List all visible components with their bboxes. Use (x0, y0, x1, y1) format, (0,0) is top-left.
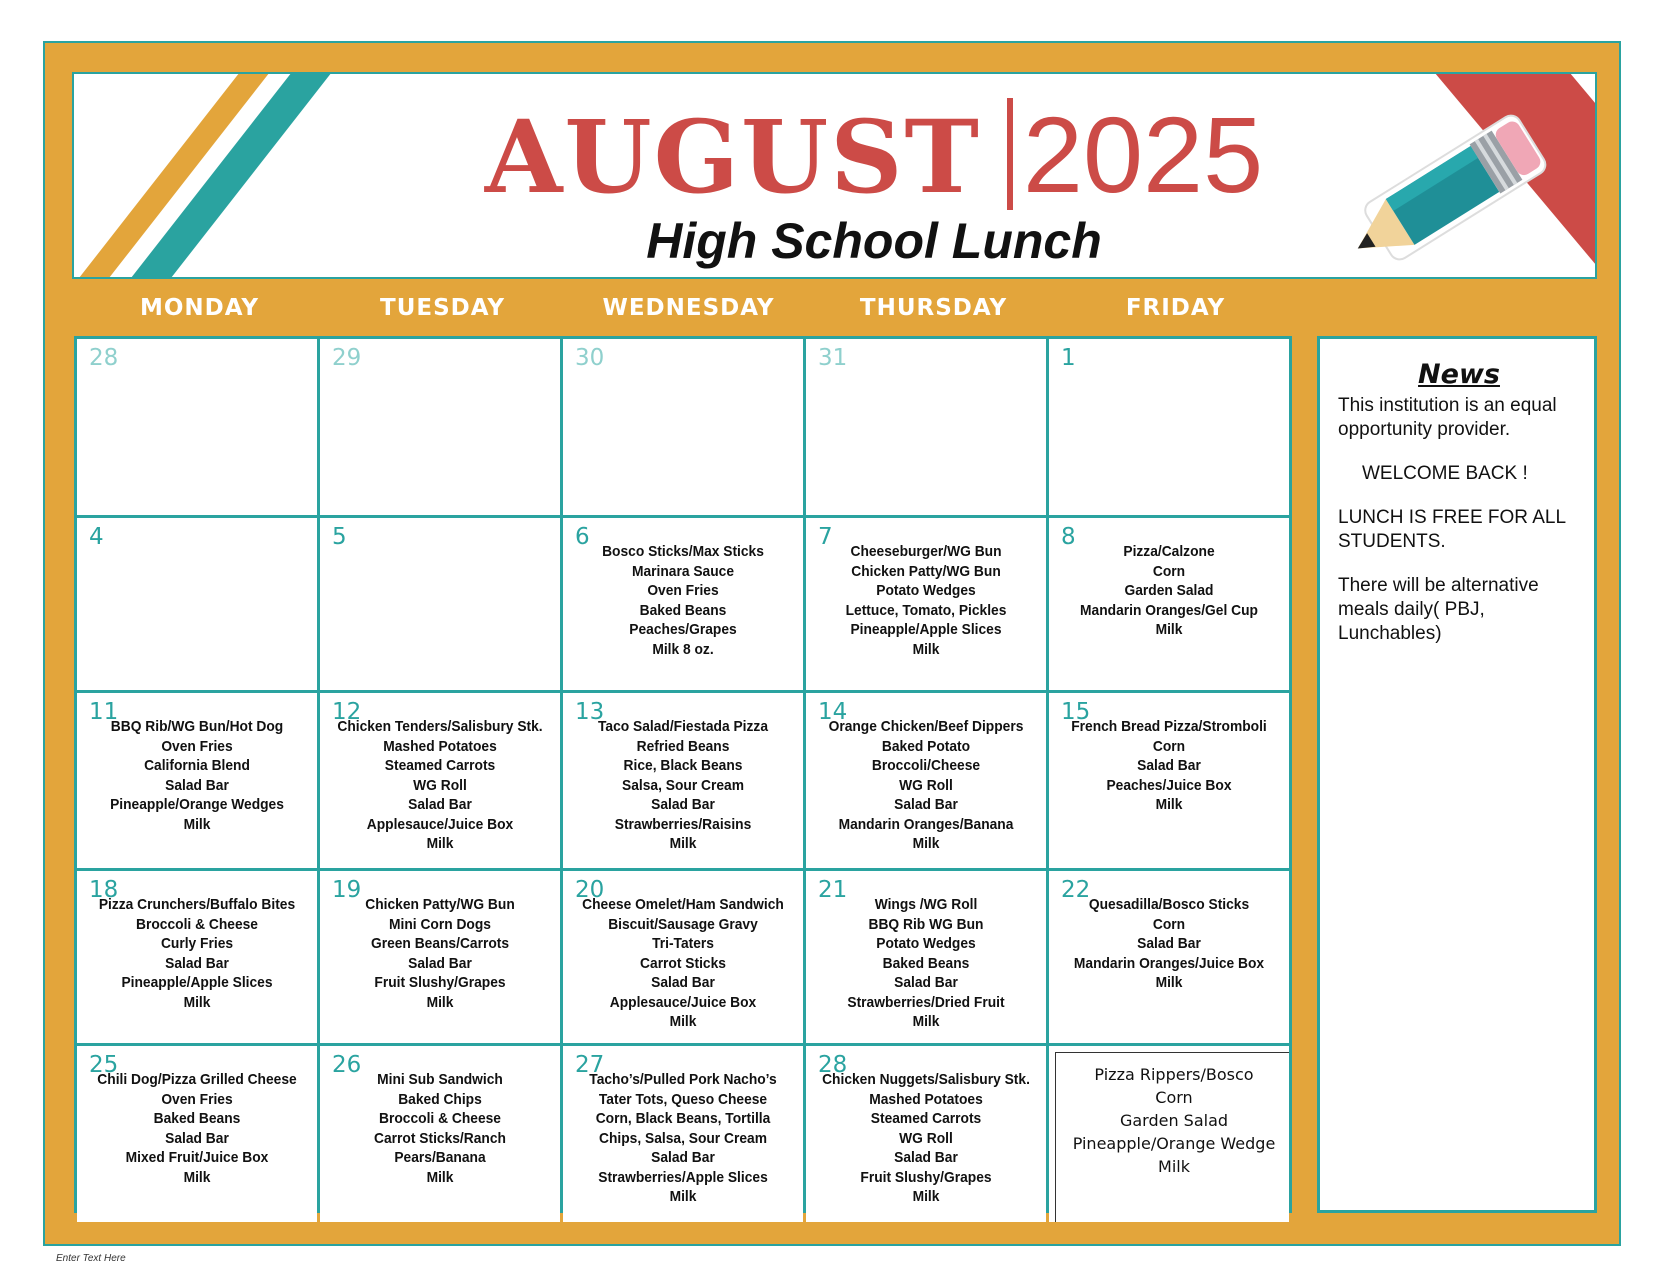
menu-item: Baked Potato (881, 737, 971, 755)
menu-item: Broccoli & Cheese (136, 915, 258, 933)
menu-item: Milk (426, 993, 454, 1011)
menu-item: Broccoli/Cheese (871, 757, 981, 774)
menu-list (816, 895, 1037, 1032)
menu-item: Milk (1155, 621, 1183, 638)
menu-item: Chicken Nuggets/Salisbury Stk. (822, 1071, 1030, 1088)
news-equal-opportunity: This institution is an equal opportunity provider. (1338, 395, 1557, 440)
menu-item: Pizza Crunchers/Buffalo Bites (98, 896, 296, 913)
day-cell (320, 871, 560, 1043)
menu-item: Applesauce/Juice Box (609, 993, 757, 1011)
day-number: 13 (575, 699, 605, 725)
day-number: 19 (332, 877, 362, 903)
menu-item: Steamed Carrots (384, 757, 496, 774)
menu-item: Quesadilla/Bosco Sticks (1088, 896, 1250, 913)
day-cell (1049, 693, 1289, 868)
menu-item: Milk (183, 993, 211, 1011)
menu-item: Salad Bar (408, 954, 472, 972)
day-number: 25 (89, 1052, 119, 1078)
menu-item: Garden Salad (1124, 582, 1214, 599)
menu-item: Oven Fries (161, 1090, 233, 1108)
day-cell (320, 339, 560, 515)
menu-item: Milk (1155, 796, 1183, 813)
menu-item: Salad Bar (165, 1129, 229, 1147)
menu-item: Mixed Fruit/Juice Box (125, 1149, 269, 1166)
day-number: 15 (1061, 699, 1091, 725)
menu-item: Baked Beans (639, 601, 727, 619)
day-number: 26 (332, 1052, 362, 1078)
day-number: 20 (575, 877, 605, 903)
menu-item: Broccoli & Cheese (379, 1110, 501, 1127)
day-number: 30 (575, 345, 605, 371)
menu-item: Green Beans/Carrots (370, 935, 510, 952)
menu-item: WG Roll (899, 1129, 953, 1147)
menu-item: Mandarin Oranges/Juice Box (1073, 954, 1265, 972)
menu-item: Pineapple/Orange Wedge (1072, 1134, 1276, 1153)
menu-item: Baked Beans (882, 954, 970, 972)
menu-item: Pizza/Calzone (1123, 543, 1215, 560)
day-cell (563, 1046, 803, 1222)
menu-list (330, 717, 551, 854)
menu-item: Milk (183, 1168, 211, 1186)
menu-item: Salsa, Sour Cream (622, 776, 744, 794)
menu-item: BBQ Rib WG Bun (868, 915, 984, 933)
menu-item: Peaches/Grapes (629, 621, 737, 638)
menu-list (816, 717, 1037, 854)
day-cell (806, 1046, 1046, 1222)
day-cell (1049, 518, 1289, 690)
footer-text: Enter Text Here (56, 1253, 126, 1264)
day-number: 29 (332, 345, 362, 371)
menu-item: Salad Bar (651, 974, 715, 991)
page-subtitle: High School Lunch (646, 213, 1102, 269)
day-cell (1049, 871, 1289, 1043)
menu-item: Peaches/Juice Box (1106, 776, 1232, 794)
menu-item: Salad Bar (165, 776, 229, 794)
title-year: 2025 (1022, 94, 1264, 215)
day-number: 4 (89, 524, 104, 550)
menu-item: Mashed Potatoes (383, 737, 497, 755)
day-cell (563, 518, 803, 690)
menu-list (816, 542, 1037, 659)
menu-list (573, 1070, 794, 1207)
menu-item: Milk (669, 1188, 697, 1205)
menu-item: Baked Beans (153, 1110, 241, 1127)
day-cell (1049, 1046, 1289, 1222)
day-cell (320, 518, 560, 690)
menu-item: Corn (1155, 1088, 1193, 1107)
menu-item: French Bread Pizza/Stromboli (1071, 718, 1267, 735)
day-cell (77, 693, 317, 868)
day-cell (806, 871, 1046, 1043)
day-cell (563, 339, 803, 515)
day-number: 28 (89, 345, 119, 371)
menu-item: Marinara Sauce (631, 562, 735, 580)
menu-item: Applesauce/Juice Box (366, 815, 514, 833)
menu-item: Milk (912, 1188, 940, 1205)
menu-list (87, 717, 308, 834)
weekday-friday: FRIDAY (1125, 295, 1226, 321)
day-cell (563, 871, 803, 1043)
menu-item: Salad Bar (165, 954, 229, 972)
menu-item: Tater Tots, Queso Cheese (598, 1090, 768, 1108)
day-cell (320, 1046, 560, 1222)
menu-item: Salad Bar (894, 974, 958, 991)
menu-item: Pineapple/Apple Slices (121, 974, 273, 991)
weekday-tuesday: TUESDAY (380, 295, 505, 321)
menu-item: Salad Bar (894, 1149, 958, 1166)
menu-item: Milk (912, 1013, 940, 1030)
day-number: 21 (818, 877, 848, 903)
menu-list (87, 895, 308, 1012)
menu-item: Mandarin Oranges/Gel Cup (1080, 601, 1258, 619)
weekday-thursday: THURSDAY (859, 295, 1008, 321)
menu-list (573, 895, 794, 1032)
weekday-monday: MONDAY (139, 295, 260, 321)
menu-list (1059, 717, 1280, 815)
news-alternative-meals: There will be alternative meals daily( PBJ, Lunchables) (1338, 575, 1539, 644)
menu-item: Oven Fries (161, 737, 233, 755)
day-cell (563, 693, 803, 868)
day-number: 14 (818, 699, 848, 725)
day-number: 31 (818, 345, 848, 371)
day-cell (806, 339, 1046, 515)
menu-item: Corn, Black Beans, Tortilla (595, 1110, 771, 1127)
day-number: 1 (1061, 345, 1076, 371)
menu-item: Strawberries/Apple Slices (598, 1168, 768, 1186)
day-number: 22 (1061, 877, 1091, 903)
menu-item: Milk (669, 1013, 697, 1030)
menu-list (330, 1070, 551, 1187)
menu-item: WG Roll (899, 776, 953, 794)
day-number: 7 (818, 524, 833, 550)
menu-item: Milk (426, 1168, 454, 1186)
day-number: 5 (332, 524, 347, 550)
day-cell (320, 693, 560, 868)
menu-item: Rice, Black Beans (623, 757, 743, 774)
menu-item: Oven Fries (647, 582, 719, 599)
day-cell (806, 693, 1046, 868)
page-title (414, 92, 1334, 217)
menu-item: Milk (183, 815, 211, 833)
header-banner (72, 72, 1597, 279)
calendar-grid (74, 336, 1292, 1213)
menu-item: Orange Chicken/Beef Dippers (828, 718, 1024, 735)
day-number: 12 (332, 699, 362, 725)
menu-item: Wings /WG Roll (874, 896, 978, 913)
menu-item: Salad Bar (1137, 935, 1201, 952)
menu-item: Fruit Slushy/Grapes (860, 1168, 992, 1186)
menu-item: Potato Wedges (876, 582, 976, 599)
news-welcome: WELCOME BACK ! (1362, 463, 1528, 484)
news-heading: News (1418, 359, 1500, 390)
day-cell (77, 339, 317, 515)
menu-list (330, 895, 551, 1012)
day-cell (77, 871, 317, 1043)
day-number: 11 (89, 699, 119, 725)
menu-item: Mashed Potatoes (869, 1090, 983, 1108)
menu-list (573, 717, 794, 854)
menu-item: Fruit Slushy/Grapes (374, 974, 506, 991)
menu-item: Salad Bar (651, 796, 715, 813)
day-cell (77, 1046, 317, 1222)
news-free-lunch: LUNCH IS FREE FOR ALL STUDENTS. (1338, 507, 1566, 552)
menu-list (1056, 1063, 1289, 1178)
menu-item: Milk (912, 835, 940, 852)
menu-item: Corn (1152, 562, 1186, 580)
menu-item: Carrot Sticks (640, 954, 726, 972)
menu-item: Biscuit/Sausage Gravy (608, 915, 758, 933)
menu-item: Milk (912, 640, 940, 658)
day-number: 8 (1061, 524, 1076, 550)
menu-item: Curly Fries (160, 935, 234, 952)
menu-item: Bosco Sticks/Max Sticks (602, 543, 764, 560)
menu-item: Chili Dog/Pizza Grilled Cheese (97, 1071, 297, 1088)
menu-item: Corn (1152, 915, 1186, 933)
weekday-wednesday: WEDNESDAY (602, 295, 775, 321)
day-cell (77, 518, 317, 690)
menu-item: Steamed Carrots (870, 1110, 982, 1127)
menu-item: Pineapple/Orange Wedges (110, 796, 284, 813)
menu-item: Salad Bar (408, 796, 472, 813)
title-month: AUGUST (484, 98, 981, 216)
menu-list (573, 542, 794, 659)
day-number: 28 (818, 1052, 848, 1078)
menu-item: Salad Bar (651, 1149, 715, 1166)
text-box (1055, 1052, 1289, 1222)
day-number: 6 (575, 524, 590, 550)
menu-item: Milk (669, 835, 697, 852)
news-panel (1317, 336, 1597, 1213)
day-cell (1049, 339, 1289, 515)
day-number: 27 (575, 1052, 605, 1078)
menu-item: Carrot Sticks/Ranch (374, 1129, 506, 1147)
title-divider (1007, 98, 1013, 210)
menu-item: Chips, Salsa, Sour Cream (599, 1129, 767, 1147)
menu-item: Corn (1152, 737, 1186, 755)
menu-item: Tacho’s/Pulled Pork Nacho’s (589, 1071, 777, 1088)
menu-item: Strawberries/Dried Fruit (847, 993, 1005, 1011)
menu-item: Tri-Taters (652, 935, 714, 952)
menu-item: Chicken Tenders/Salisbury Stk. (337, 718, 543, 735)
menu-list (816, 1070, 1037, 1207)
menu-item: Pizza Rippers/Bosco (1094, 1065, 1254, 1084)
menu-item: Milk (1158, 1157, 1190, 1176)
day-cell (806, 518, 1046, 690)
menu-item: Cheese Omelet/Ham Sandwich (582, 896, 784, 913)
menu-item: Garden Salad (1119, 1111, 1229, 1130)
menu-item: California Blend (144, 757, 250, 774)
menu-item: Milk (426, 835, 454, 852)
menu-item: BBQ Rib/WG Bun/Hot Dog (110, 718, 284, 735)
menu-item: Chicken Patty/WG Bun (851, 562, 1001, 580)
menu-item: Refried Beans (636, 737, 730, 755)
menu-item: Mini Corn Dogs (389, 915, 491, 933)
menu-item: Strawberries/Raisins (614, 815, 752, 833)
menu-item: Pineapple/Apple Slices (850, 621, 1002, 638)
menu-item: Milk 8 oz. (652, 640, 714, 658)
menu-item: Salad Bar (1137, 757, 1201, 774)
menu-item: Potato Wedges (876, 935, 976, 952)
menu-item: Pears/Banana (394, 1149, 486, 1166)
menu-item: Taco Salad/Fiestada Pizza (597, 718, 768, 735)
menu-item: Milk (1155, 974, 1183, 991)
menu-list (1059, 542, 1280, 640)
menu-item: Salad Bar (894, 796, 958, 813)
pencil-icon (1329, 94, 1589, 269)
menu-item: Mini Sub Sandwich (377, 1071, 503, 1088)
menu-item: Baked Chips (398, 1090, 482, 1108)
menu-list (1059, 895, 1280, 993)
menu-list (87, 1070, 308, 1187)
menu-item: Mandarin Oranges/Banana (838, 815, 1014, 833)
menu-item: Lettuce, Tomato, Pickles (845, 601, 1007, 619)
menu-item: Chicken Patty/WG Bun (365, 896, 515, 913)
menu-item: WG Roll (413, 776, 467, 794)
day-number: 18 (89, 877, 119, 903)
menu-item: Cheeseburger/WG Bun (850, 543, 1002, 560)
